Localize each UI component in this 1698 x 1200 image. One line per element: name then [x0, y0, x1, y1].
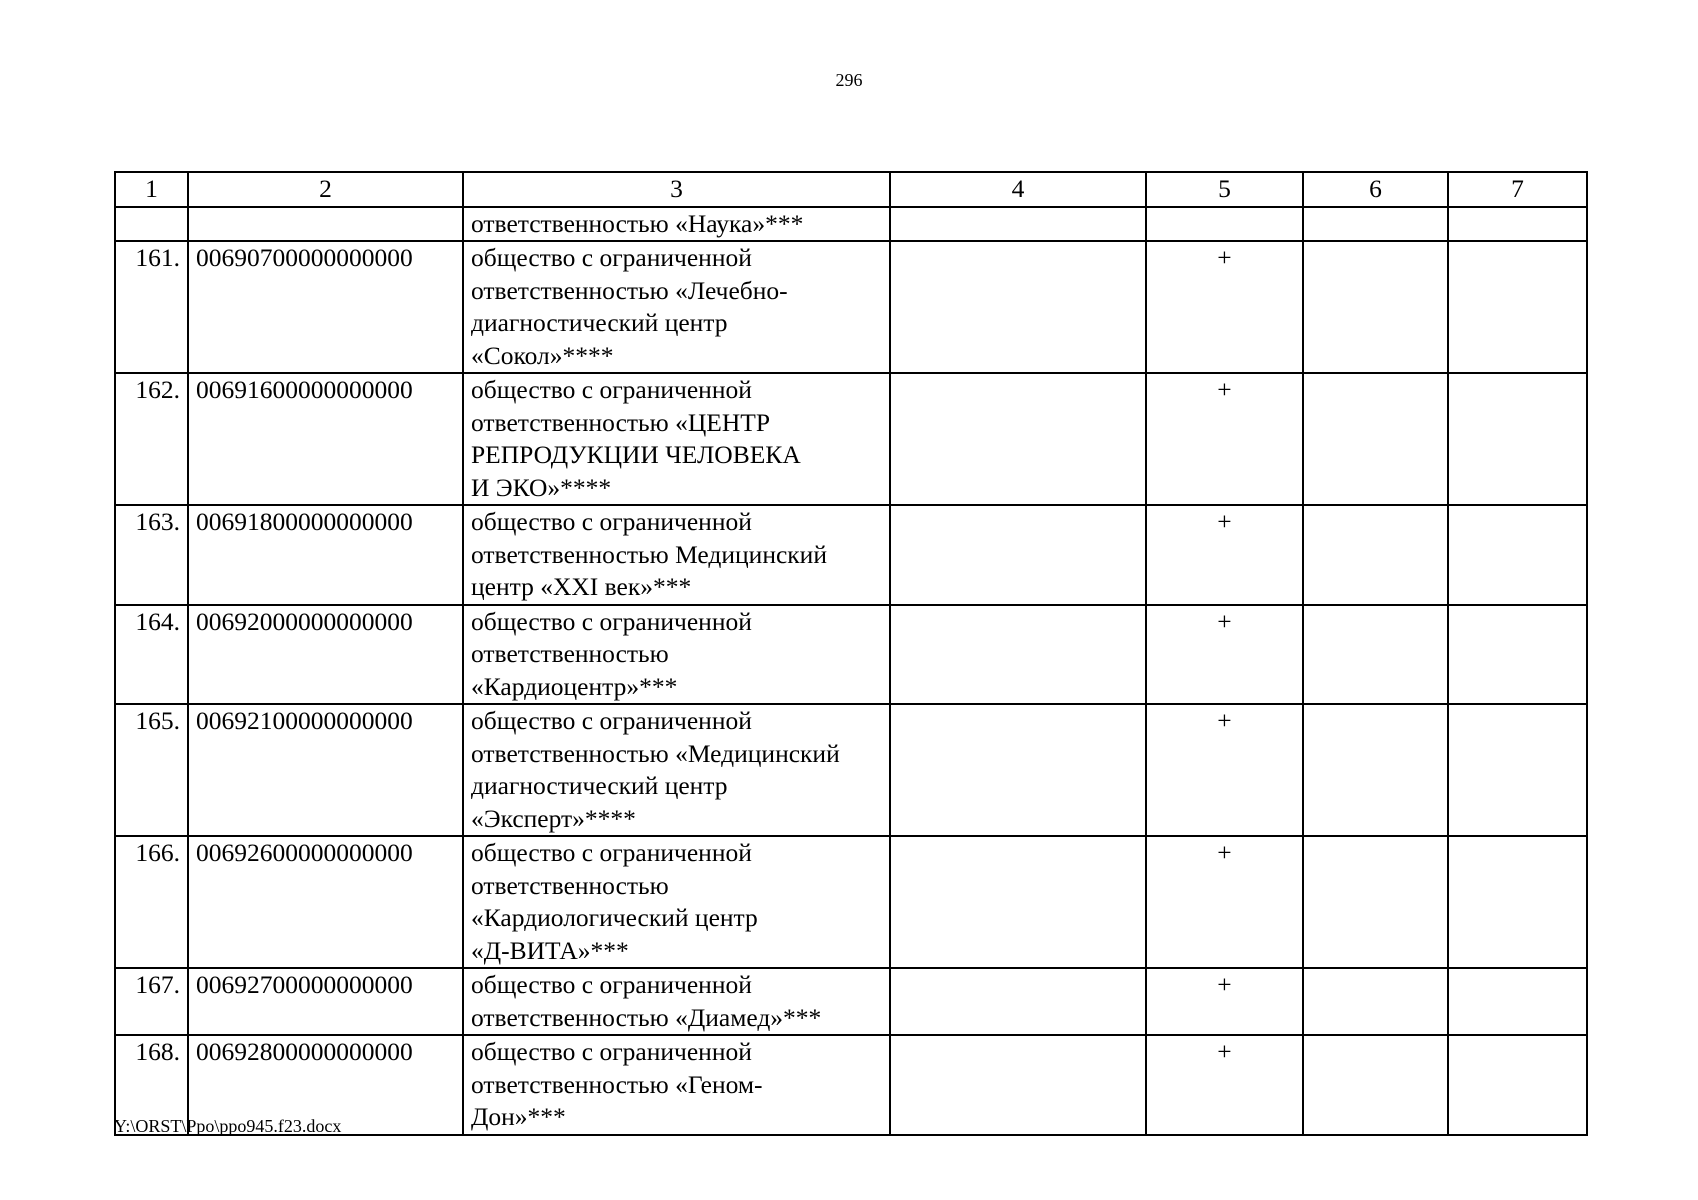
- table-row: [115, 704, 1587, 836]
- table-row: [115, 373, 1587, 505]
- row-number: 162.: [115, 373, 188, 505]
- row-col-5: +: [1146, 241, 1303, 373]
- row-col-5: +: [1146, 704, 1303, 836]
- row-col-6: [1303, 1035, 1448, 1135]
- row-col-7: [1448, 968, 1587, 1035]
- row-col-5: +: [1146, 605, 1303, 705]
- row-name-line: Дон»***: [471, 1102, 566, 1131]
- row-name-line: общество с ограниченной: [471, 706, 752, 735]
- footer-file-path: Y:\ORST\Ppo\ppo945.f23.docx: [114, 1116, 342, 1136]
- row-name: [463, 605, 890, 705]
- row-name-line: общество с ограниченной: [471, 1037, 752, 1066]
- row-code: 00692600000000000: [188, 836, 463, 968]
- row-name-line: РЕПРОДУКЦИИ ЧЕЛОВЕКА: [471, 440, 801, 469]
- row-name: [463, 505, 890, 605]
- column-header-1: 1: [115, 172, 188, 207]
- row-number: 161.: [115, 241, 188, 373]
- row-col-6: [1303, 704, 1448, 836]
- table-row: [115, 836, 1587, 968]
- row-col-7: [1448, 1035, 1587, 1135]
- row-code: 00691600000000000: [188, 373, 463, 505]
- row-name: [463, 1035, 890, 1135]
- column-header-7: 7: [1448, 172, 1587, 207]
- row-code: 00692700000000000: [188, 968, 463, 1035]
- row-name: [463, 704, 890, 836]
- row-col-7: [1448, 836, 1587, 968]
- row-number: 167.: [115, 968, 188, 1035]
- table-row: [115, 505, 1587, 605]
- table-body: [115, 207, 1587, 1135]
- row-name-line: центр «XXI век»***: [471, 572, 692, 601]
- row-col-6: [1303, 505, 1448, 605]
- table-row: [115, 968, 1587, 1035]
- row-col-4: [890, 605, 1146, 705]
- row-code: 00691800000000000: [188, 505, 463, 605]
- table-row: [115, 241, 1587, 373]
- row-col-7: [1448, 605, 1587, 705]
- column-header-5: 5: [1146, 172, 1303, 207]
- row-name-line: ответственностью «Геном-: [471, 1069, 763, 1099]
- row-name: [463, 207, 890, 242]
- table-row-continuation: [115, 207, 1587, 242]
- row-name-line: общество с ограниченной: [471, 606, 752, 636]
- row-col-7: [1448, 704, 1587, 836]
- column-header-2: 2: [188, 172, 463, 207]
- row-number: 163.: [115, 505, 188, 605]
- row-col-7: [1448, 241, 1587, 373]
- row-name-line: общество с ограниченной: [471, 375, 752, 404]
- row-name-line: ответственностью «Наука»***: [471, 208, 804, 238]
- row-number: 165.: [115, 704, 188, 836]
- row-col-4: [890, 373, 1146, 505]
- row-name-line: ответственностью «Медицинский: [471, 738, 840, 768]
- column-header-6: 6: [1303, 172, 1448, 207]
- row-name-line: «Сокол»****: [471, 340, 614, 370]
- row-col-7: [1448, 505, 1587, 605]
- registry-table: [114, 171, 1588, 1136]
- row-col-6: [1303, 241, 1448, 373]
- row-col-7: [1448, 207, 1587, 242]
- row-col-4: [890, 968, 1146, 1035]
- row-code: 00692800000000000: [188, 1035, 463, 1135]
- row-col-4: [890, 1035, 1146, 1135]
- row-col-5: +: [1146, 505, 1303, 605]
- row-number: 168.: [115, 1035, 188, 1135]
- row-name-line: диагностический центр: [471, 771, 728, 800]
- row-name-line: общество с ограниченной: [471, 507, 752, 536]
- row-name-line: ответственностью «Лечебно-: [471, 275, 788, 305]
- row-name-line: «Д-ВИТА»***: [471, 935, 629, 965]
- row-col-5: [1146, 207, 1303, 242]
- row-name-line: И ЭКО»****: [471, 472, 612, 502]
- row-col-6: [1303, 836, 1448, 968]
- row-col-6: [1303, 605, 1448, 705]
- row-col-5: +: [1146, 836, 1303, 968]
- table-row: [115, 605, 1587, 705]
- row-name-line: общество с ограниченной: [471, 838, 752, 867]
- row-name: [463, 836, 890, 968]
- row-col-5: +: [1146, 373, 1303, 505]
- row-name-line: «Кардиоцентр»***: [471, 671, 678, 701]
- row-col-4: [890, 836, 1146, 968]
- row-col-4: [890, 207, 1146, 242]
- row-col-6: [1303, 207, 1448, 242]
- column-header-4: 4: [890, 172, 1146, 207]
- row-name: [463, 373, 890, 505]
- row-col-7: [1448, 373, 1587, 505]
- page-number: 296: [835, 70, 863, 90]
- row-name: [463, 241, 890, 373]
- row-number: [115, 207, 188, 242]
- row-number: 164.: [115, 605, 188, 705]
- row-name-line: ответственностью «Диамед»***: [471, 1002, 822, 1032]
- row-name-line: ответственностью: [471, 870, 669, 900]
- row-name-line: ответственностью Медицинский: [471, 539, 827, 569]
- row-name-line: «Кардиологический центр: [471, 903, 758, 932]
- row-code: 00692100000000000: [188, 704, 463, 836]
- row-name-line: «Эксперт»****: [471, 803, 636, 833]
- row-code: [188, 207, 463, 242]
- row-col-6: [1303, 373, 1448, 505]
- row-name-line: ответственностью «ЦЕНТР: [471, 407, 771, 437]
- row-col-6: [1303, 968, 1448, 1035]
- column-header-3: 3: [463, 172, 890, 207]
- row-code: 00690700000000000: [188, 241, 463, 373]
- row-name-line: общество с ограниченной: [471, 243, 752, 272]
- column-number-row: [115, 172, 1587, 207]
- row-number: 166.: [115, 836, 188, 968]
- row-col-4: [890, 704, 1146, 836]
- row-code: 00692000000000000: [188, 605, 463, 705]
- row-name-line: общество с ограниченной: [471, 970, 752, 999]
- row-col-5: +: [1146, 1035, 1303, 1135]
- row-col-5: +: [1146, 968, 1303, 1035]
- row-name-line: диагностический центр: [471, 308, 728, 337]
- row-col-4: [890, 505, 1146, 605]
- row-name-line: ответственностью: [471, 639, 669, 668]
- row-col-4: [890, 241, 1146, 373]
- row-name: [463, 968, 890, 1035]
